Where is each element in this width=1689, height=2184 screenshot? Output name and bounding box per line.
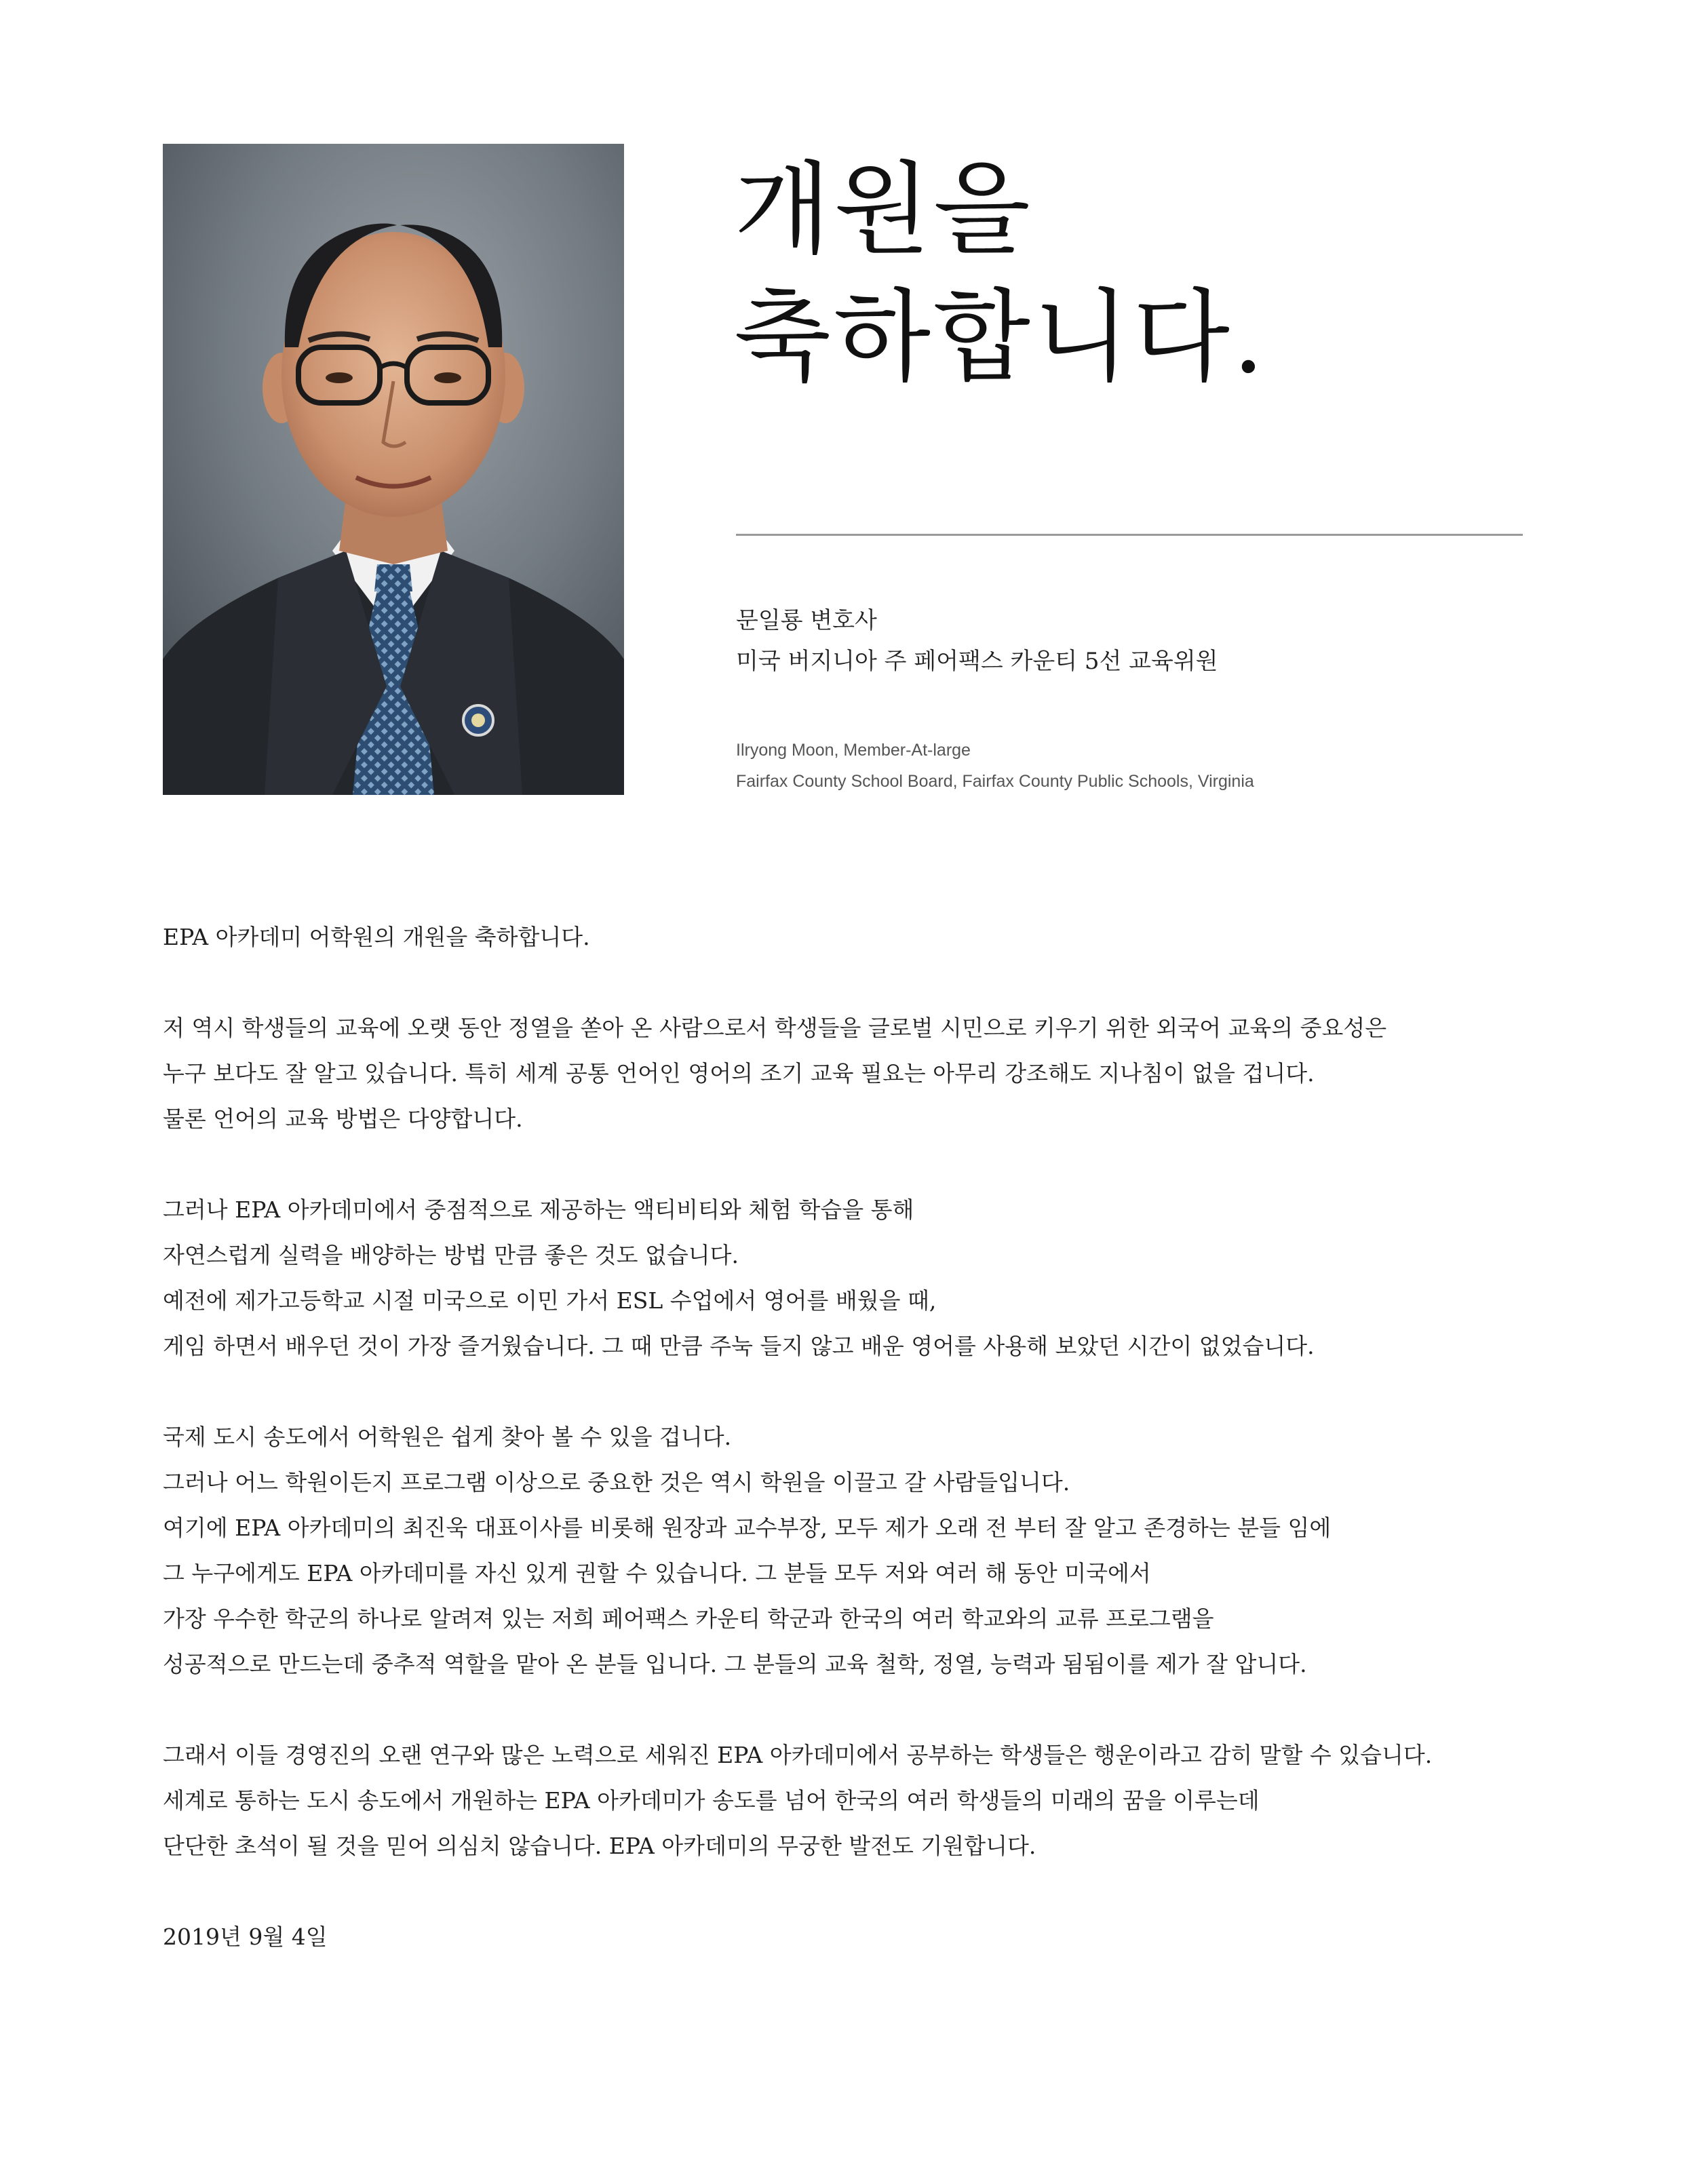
author-korean bbox=[736, 600, 1218, 682]
text-line: 예전에 제가고등학교 시절 미국으로 이민 가서 ESL 수업에서 영어를 배웠을 때, bbox=[163, 1287, 937, 1314]
text-line: 자연스럽게 실력을 배양하는 방법 만큼 좋은 것도 없습니다. bbox=[163, 1242, 739, 1268]
paragraph-2 bbox=[163, 1005, 1560, 1142]
author-title-en: Fairfax County School Board, Fairfax County Public Schools, Virginia bbox=[736, 772, 1254, 791]
text-line: 그러나 EPA 아카데미에서 중점적으로 제공하는 액티비티와 체험 학습을 통해 bbox=[163, 1196, 914, 1223]
text-line: 여기에 EPA 아카데미의 최진욱 대표이사를 비롯해 원장과 교수부장, 모두 제가 오래 전 부터 잘 알고 존경하는 분들 임에 bbox=[163, 1515, 1332, 1541]
author-name-en: Ilryong Moon, Member-At-large bbox=[736, 741, 971, 760]
paragraph-1 bbox=[163, 914, 1560, 960]
portrait-illustration bbox=[163, 144, 624, 795]
text-line: 단단한 초석이 될 것을 믿어 의심치 않습니다. EPA 아카데미의 무궁한 발전도 기원합니다. bbox=[163, 1833, 1036, 1859]
text-line: 가장 우수한 학군의 하나로 알려져 있는 저희 페어팩스 카운티 학군과 한국의 여러 학교와의 교류 프로그램을 bbox=[163, 1605, 1214, 1632]
divider bbox=[736, 534, 1523, 536]
text-line: 세계로 통하는 도시 송도에서 개원하는 EPA 아카데미가 송도를 넘어 한국의 여러 학생들의 미래의 꿈을 이루는데 bbox=[163, 1787, 1260, 1814]
title-line-2: 축하합니다. bbox=[734, 279, 1267, 395]
portrait-photo bbox=[163, 144, 624, 795]
text-line: 저 역시 학생들의 교육에 오랫 동안 정열을 쏟아 온 사람으로서 학생들을 글로벌 시민으로 키우기 위한 외국어 교육의 중요성은 bbox=[163, 1015, 1387, 1041]
author-english bbox=[736, 735, 1254, 797]
text-line: 누구 보다도 잘 알고 있습니다. 특히 세계 공통 언어인 영어의 조기 교육 필요는 아무리 강조해도 지나침이 없을 겁니다. bbox=[163, 1060, 1315, 1087]
text-line: 물론 언어의 교육 방법은 다양합니다. bbox=[163, 1106, 523, 1132]
paragraph-4 bbox=[163, 1414, 1560, 1687]
title-line-1: 개원을 bbox=[734, 151, 1033, 268]
author-name-kr: 문일룡 변호사 bbox=[736, 607, 877, 634]
text-line: 그러나 어느 학원이든지 프로그램 이상으로 중요한 것은 역시 학원을 이끌고 갈 사람들입니다. bbox=[163, 1469, 1070, 1496]
letter-body bbox=[163, 914, 1560, 2005]
text-line: 국제 도시 송도에서 어학원은 쉽게 찾아 볼 수 있을 겁니다. bbox=[163, 1424, 732, 1450]
paragraph-3 bbox=[163, 1187, 1560, 1369]
paragraph-5 bbox=[163, 1732, 1560, 1869]
text-line: 그래서 이들 경영진의 오랜 연구와 많은 노력으로 세워진 EPA 아카데미에서 공부하는 학생들은 행운이라고 감히 말할 수 있습니다. bbox=[163, 1742, 1433, 1768]
text-line: 성공적으로 만드는데 중추적 역할을 맡아 온 분들 입니다. 그 분들의 교육 철학, 정열, 능력과 됨됨이를 제가 잘 압니다. bbox=[163, 1651, 1307, 1677]
text-line: 그 누구에게도 EPA 아카데미를 자신 있게 권할 수 있습니다. 그 분들 모두 저와 여러 해 동안 미국에서 bbox=[163, 1560, 1151, 1586]
text-line: EPA 아카데미 어학원의 개원을 축하합니다. bbox=[163, 924, 590, 950]
text-line: 게임 하면서 배우던 것이 가장 즐거웠습니다. 그 때 만큼 주눅 들지 않고 배운 영어를 사용해 보았던 시간이 없었습니다. bbox=[163, 1333, 1315, 1359]
letter-date: 2019년 9월 4일 bbox=[163, 1924, 328, 1950]
page-title bbox=[734, 146, 1548, 401]
author-title-kr: 미국 버지니아 주 페어팩스 카운티 5선 교육위원 bbox=[736, 648, 1218, 675]
